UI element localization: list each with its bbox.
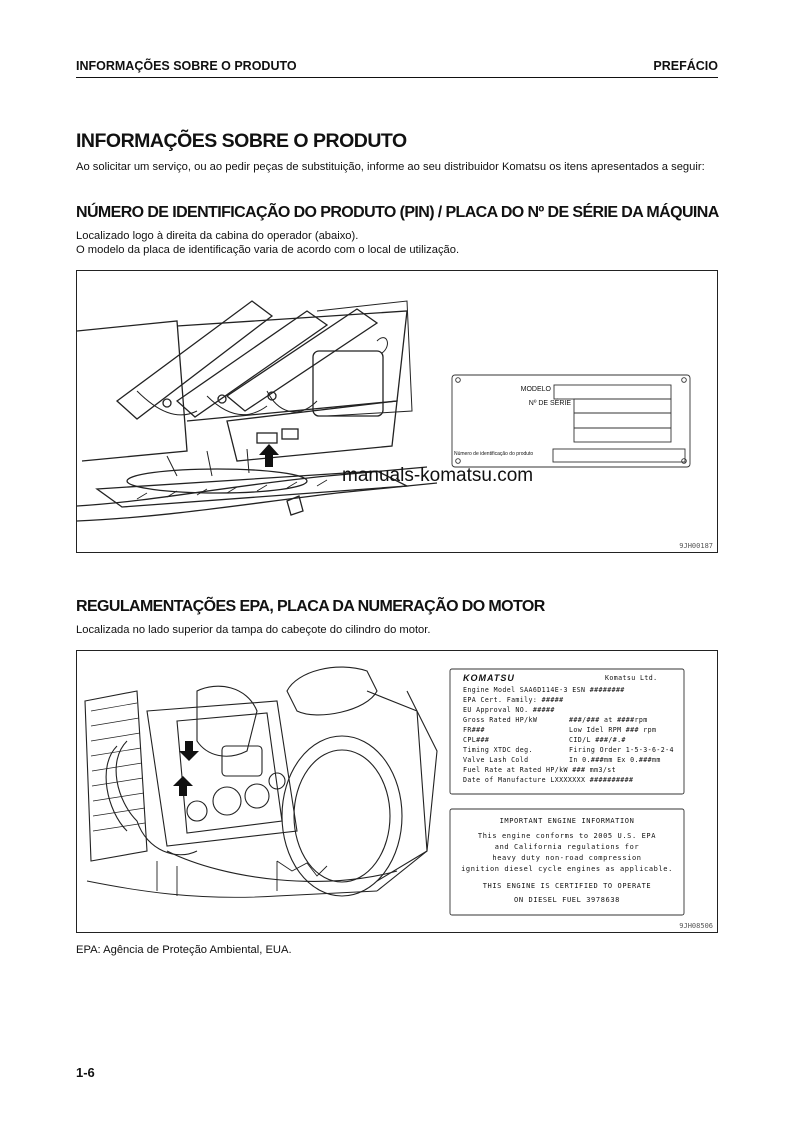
epa-heading: REGULAMENTAÇÕES EPA, PLACA DA NUMERAÇÃO DO MOTOR — [76, 598, 545, 615]
page-title: INFORMAÇÕES SOBRE O PRODUTO — [76, 130, 407, 152]
header-chapter-title: PREFÁCIO — [653, 59, 718, 73]
engine-plate-value: In 0.###mm Ex 0.###mm — [569, 756, 661, 764]
header-rule — [76, 77, 718, 78]
pin-figure-id: 9JH00187 — [679, 542, 713, 550]
info-plate-line: THIS ENGINE IS CERTIFIED TO OPERATE — [482, 882, 652, 890]
info-plate-line: heavy duty non-road compression — [492, 854, 642, 862]
page-number: 1-6 — [76, 1065, 95, 1080]
pin-variation-text: O modelo da placa de identificação varia de acordo com o local de utilização. — [76, 244, 460, 256]
komatsu-logo: KOMATSU — [463, 673, 515, 683]
pin-heading: NÚMERO DE IDENTIFICAÇÃO DO PRODUTO (PIN) / PLACA DO Nº DE SÉRIE DA MÁQUINA — [76, 204, 719, 221]
header-section-title: INFORMAÇÕES SOBRE O PRODUTO — [76, 59, 297, 73]
maker-label: Komatsu Ltd. — [605, 674, 658, 682]
engine-plate-line: FR### — [463, 726, 485, 734]
engine-plate-line: EU Approval NO. ##### — [463, 706, 555, 714]
engine-plate-line: Timing XTDC deg. — [463, 746, 533, 754]
info-plate-line: ignition diesel cycle engines as applicable. — [461, 865, 673, 873]
engine-plate-value: Low Idel RPM ### rpm — [569, 726, 657, 734]
excavator-drawing — [77, 271, 717, 552]
engine-plate-value: Firing Order 1-5-3-6-2-4 — [569, 746, 674, 754]
epa-location-text: Localizada no lado superior da tampa do cabeçote do cilindro do motor. — [76, 624, 431, 636]
plate-pin-label: Número de identificação do produto — [454, 451, 534, 457]
epa-figure — [76, 650, 718, 933]
pin-location-text: Localizado logo à direita da cabina do operador (abaixo). — [76, 230, 359, 242]
plate-model-label: MODELO — [520, 386, 551, 393]
info-plate-line: IMPORTANT ENGINE INFORMATION — [499, 817, 635, 825]
engine-plate-line: CPL### — [463, 736, 490, 744]
intro-paragraph: Ao solicitar um serviço, ou ao pedir peças de substituição, informe ao seu distribuidor Komatsu os itens apresentados a seguir: — [76, 161, 705, 173]
engine-plate-line: Gross Rated HP/kW — [463, 716, 538, 724]
watermark: manuals-komatsu.com — [342, 465, 534, 486]
engine-plate-line: Valve Lash Cold — [463, 756, 529, 764]
engine-plate-line: Date of Manufacture LXXXXXXX ########## — [463, 776, 634, 784]
info-plate-line: and California regulations for — [494, 843, 640, 851]
epa-footnote: EPA: Agência de Proteção Ambiental, EUA. — [76, 944, 292, 956]
info-plate-line: This engine conforms to 2005 U.S. EPA — [477, 832, 657, 840]
plate-serial-label: Nº DE SÉRIE — [528, 400, 571, 407]
pin-figure — [76, 270, 718, 553]
engine-plate-line: Fuel Rate at Rated HP/kW ### mm3/st — [463, 766, 616, 774]
info-plate-line: ON DIESEL FUEL 3978638 — [514, 896, 620, 904]
engine-plate-value: CID/L ###/#.# — [569, 736, 626, 744]
engine-plate-line: EPA Cert. Family: ##### — [463, 696, 564, 704]
engine-plate-line: Engine Model SAA6D114E-3 ESN ######## — [463, 686, 625, 694]
epa-figure-id: 9JH08506 — [679, 922, 713, 930]
engine-plate-value: ###/### at ####rpm — [569, 716, 648, 724]
